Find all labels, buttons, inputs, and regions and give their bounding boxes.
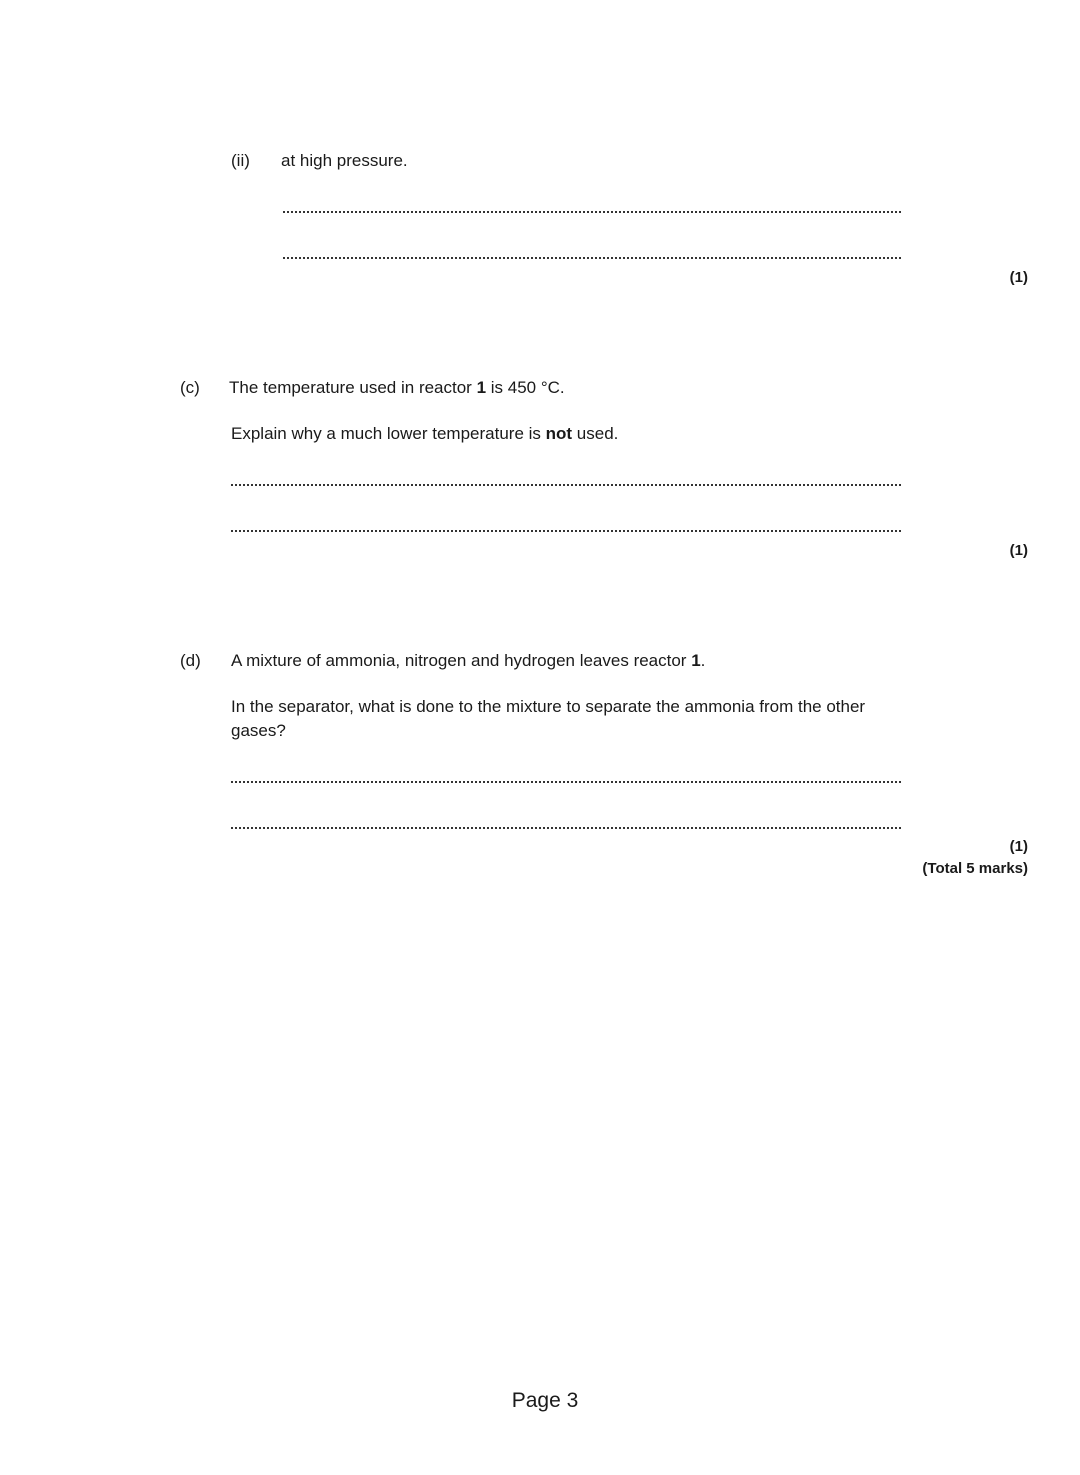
answer-line — [231, 781, 901, 783]
marks-label: (1) — [1009, 269, 1028, 286]
part-label-c: (c) — [180, 378, 200, 397]
part-d-statement: A mixture of ammonia, nitrogen and hydrogen leaves reactor 1. — [231, 651, 706, 670]
answer-line — [283, 211, 901, 213]
part-c-question: Explain why a much lower temperature is not used. — [231, 424, 619, 443]
answer-line — [231, 530, 901, 532]
answer-line — [231, 827, 901, 829]
answer-line — [231, 484, 901, 486]
part-d-question-line2: gases? — [231, 721, 286, 740]
answer-line — [283, 257, 901, 259]
marks-label: (1) — [1009, 838, 1028, 855]
total-marks-label: (Total 5 marks) — [922, 860, 1028, 877]
subpart-ii-text: at high pressure. — [281, 151, 408, 170]
part-d-question-line1: In the separator, what is done to the mixture to separate the ammonia from the other — [231, 697, 866, 716]
marks-label: (1) — [1009, 542, 1028, 559]
page-number: Page 3 — [511, 1389, 579, 1412]
part-c-statement: The temperature used in reactor 1 is 450 °C. — [229, 378, 565, 397]
subpart-label-ii: (ii) — [231, 151, 250, 170]
part-label-d: (d) — [180, 651, 201, 670]
